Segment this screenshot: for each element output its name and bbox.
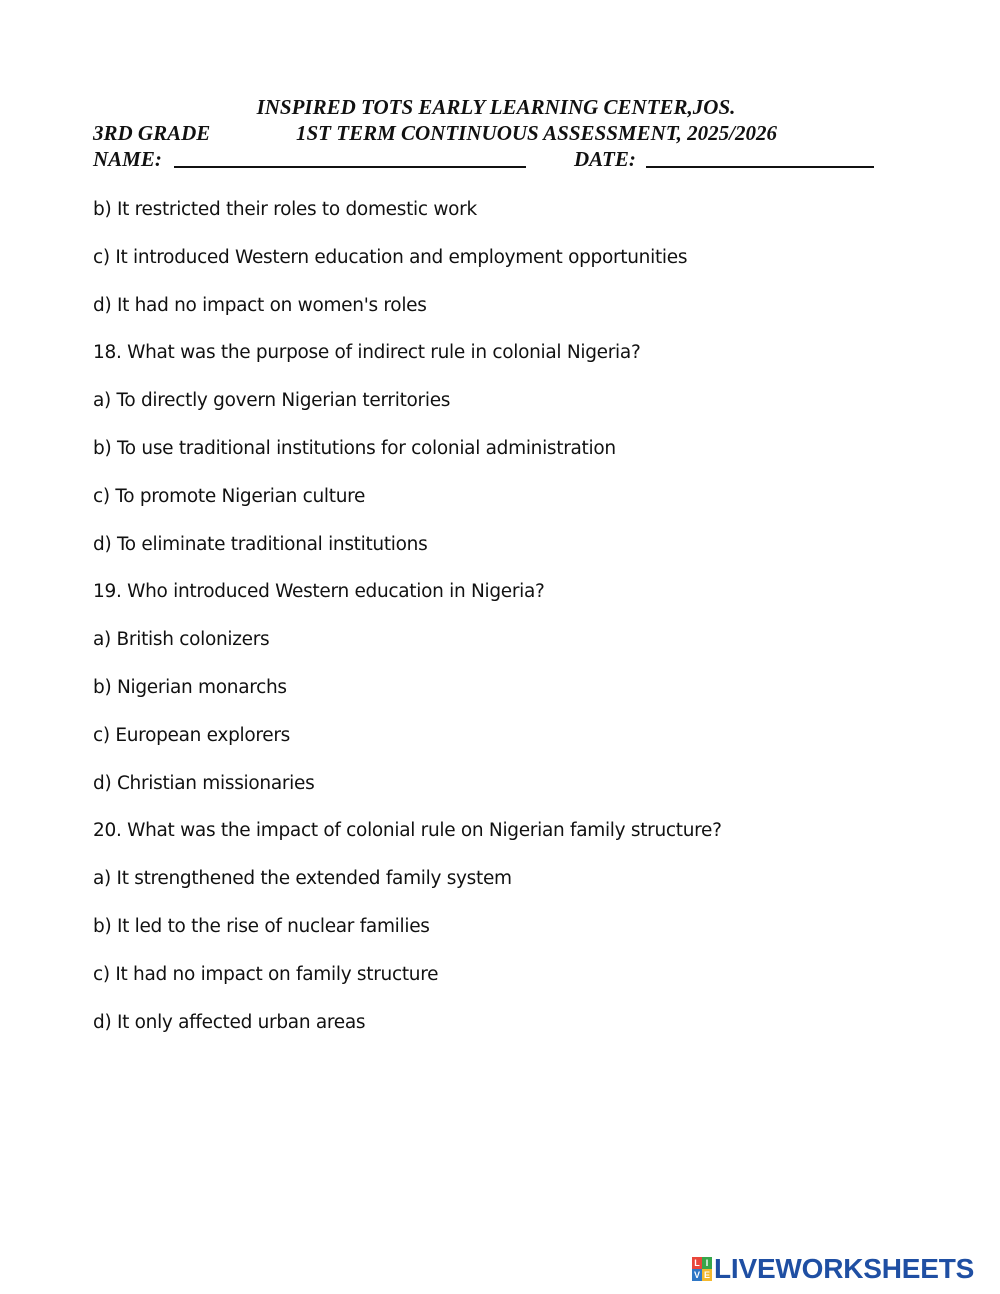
question-18: 18. What was the purpose of indirect rule in colonial Nigeria? [93,342,641,364]
answer-option: d) It had no impact on women's roles [93,294,427,316]
answer-option: a) To directly govern Nigerian territories [93,390,451,412]
answer-option: d) Christian missionaries [93,772,315,794]
question-list [93,197,722,1057]
question-19: 19. Who introduced Western education in Nigeria? [93,581,545,603]
date-blank-field[interactable] [646,166,874,168]
name-label: NAME: [93,147,162,171]
answer-option: c) It had no impact on family structure [93,963,439,985]
liveworksheets-logo-icon: L I V E [693,1258,710,1280]
assessment-title: 1ST TERM CONTINUOUS ASSESSMENT, 2025/2026 [296,121,777,145]
name-blank-field[interactable] [174,166,526,168]
liveworksheets-logo[interactable] [692,1253,974,1285]
answer-option: b) It led to the rise of nuclear families [93,915,430,937]
liveworksheets-logo-text: LIVEWORKSHEETS [714,1253,975,1284]
answer-option: b) Nigerian monarchs [93,676,287,698]
date-label: DATE: [574,147,636,171]
question-20: 20. What was the impact of colonial rule on Nigerian family structure? [93,820,722,842]
answer-option: c) European explorers [93,724,291,746]
answer-option: b) It restricted their roles to domestic work [93,199,477,220]
answer-option: a) British colonizers [93,629,270,651]
answer-option: c) To promote Nigerian culture [93,485,366,507]
answer-option: b) To use traditional institutions for colonial administration [93,437,616,459]
answer-option: c) It introduced Western education and employment opportunities [93,246,688,268]
school-title: INSPIRED TOTS EARLY LEARNING CENTER,JOS. [256,95,736,119]
answer-option: a) It strengthened the extended family system [93,868,512,890]
grade-label: 3RD GRADE [93,121,211,145]
answer-option: d) To eliminate traditional institutions [93,533,428,555]
answer-option: d) It only affected urban areas [93,1011,366,1033]
